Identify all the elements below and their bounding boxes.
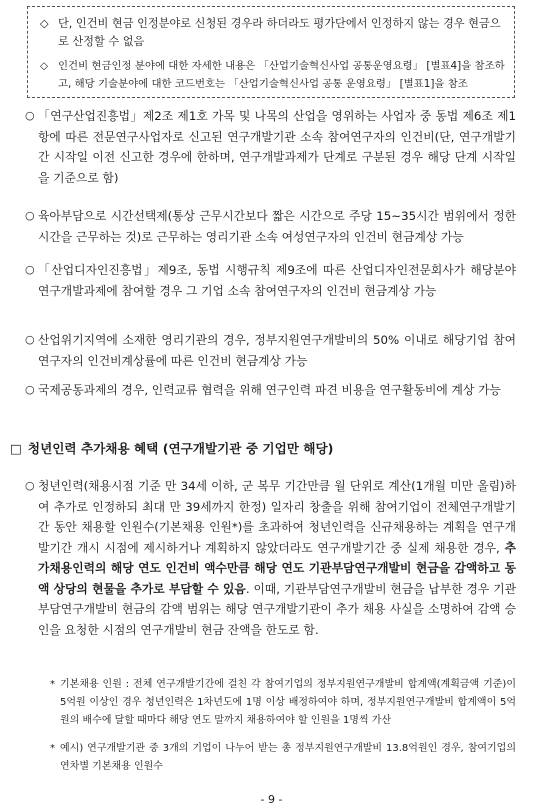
list-item — [25, 330, 516, 371]
circle-bullet: ○ — [25, 209, 35, 222]
section-title: 청년인력 추가채용 혜택 (연구개발기관 중 기업만 해당) — [27, 441, 334, 456]
list-item — [25, 106, 516, 188]
list-item-text: 「산업디자인진흥법」제9조, 동법 시행규칙 제9조에 따른 산업디자인전문회사가 해당분야 연구개발과제에 참여할 경우 그 기업 소속 참여연구자의 인건비 현금계상 가능 — [38, 263, 516, 298]
footnote-text: 기본채용 인원 : 전체 연구개발기간에 걸친 각 참여기업의 정부지원연구개발비 합계액(계획금액 기준)이 5억원 이상인 경우 청년인력은 1차년도에 1명 이상 배정하여야 하며, 정부지원연구개발비 합계액이 5억원의 배수에 달할 때마다 해당 연도 말까지 채용하여야 할 인원을 1명씩 가산 — [60, 679, 516, 726]
asterisk-marker: * — [50, 679, 55, 690]
footnote-text: 예시) 연구개발기관 중 3개의 기업이 나누어 받는 총 정부지원연구개발비 13.8억원인 경우, 참여기업의 연차별 기본채용 인원수 — [60, 743, 516, 772]
circle-bullet: ○ — [25, 109, 35, 122]
list-item-text: 「연구산업진흥법」제2조 제1호 가목 및 나목의 산업을 영위하는 사업자 중 동법 제6조 제1항에 따른 전문연구사업자로 신고된 연구개발기관 소속 참여연구자의 인건비(단, 연구개발기간 시작일 이전 신고한 경우에 한하며, 연구개발과제가 단계로 구분된 경우 해당 단계 시작일을 기준으로 함) — [38, 109, 516, 185]
section-heading — [10, 438, 333, 457]
list-item — [25, 260, 516, 301]
diamond-bullet: ◇ — [40, 17, 49, 30]
note-text: 인건비 현금인정 분야에 대한 자세한 내용은 「산업기술혁신사업 공통운영요령」 [별표4]을 참조하고, 해당 기술분야에 대한 코드번호는 「산업기술혁신사업 공통 운영요령」 [별표1]을 참조 — [58, 60, 505, 90]
footnote — [50, 740, 516, 776]
circle-bullet: ○ — [25, 333, 35, 346]
note-text: 단, 인건비 현금 인정분야로 신청된 경우라 하더라도 평가단에서 인정하지 않는 경우 현금으로 산정할 수 없음 — [58, 17, 501, 48]
youth-paragraph — [25, 476, 516, 640]
list-item-text: 육아부담으로 시간선택제(통상 근무시간보다 짧은 시간으로 주당 15~35시간 범위에서 정한 시간을 근무하는 것)로 근무하는 영리기관 소속 여성연구자의 인건비 현금계상 가능 — [38, 209, 516, 244]
footnote — [50, 676, 516, 730]
circle-bullet: ○ — [25, 479, 35, 492]
list-item — [25, 206, 516, 247]
page-number: - 9 - — [260, 793, 283, 806]
square-bullet: □ — [10, 441, 22, 456]
note-item — [40, 15, 506, 51]
circle-bullet: ○ — [25, 383, 35, 396]
list-item-text: 국제공동과제의 경우, 인력교류 협력을 위해 연구인력 파견 비용을 연구활동비에 계상 가능 — [38, 383, 501, 397]
youth-text-part2: . 이때, 기관부담연구개발비 현금을 납부한 경우 기관부담연구개발비 현금의 감액 범위는 해당 연구개발기관이 추가 채용 사실을 소명하여 감액 승인을 요청한 시점의 연구개발비 현금 잔액을 한도로 함. — [38, 581, 516, 637]
note-box — [27, 6, 515, 98]
youth-text-bold: 추가채용인력의 해당 연도 인건비 액수만큼 해당 연도 기관부담연구개발비 현금을 감액하고 동액 상당의 현물을 추가로 부담할 수 있음 — [38, 540, 516, 596]
youth-text-part1: 청년인력(채용시점 기준 만 34세 이하, 군 복무 기간만큼 월 단위로 계산(1개월 미만 올림)하여 추가로 인정하되 최대 만 39세까지 한정) 일자리 창출을 위해 참여기업이 전체연구개발기간 동안 채용할 인원수(기본채용 인원*)를 초과하여 청년인력을 신규채용하는 계획을 연구개발기간 개시 시점에 제시하거나 계획하지 않았더라도 연구개발기간 중 실제 채용한 경우, — [38, 479, 516, 555]
list-item — [25, 380, 516, 401]
circle-bullet: ○ — [25, 263, 35, 276]
list-item-text: 산업위기지역에 소재한 영리기관의 경우, 정부지원연구개발비의 50% 이내로 해당기업 참여연구자의 인건비계상률에 따른 인건비 현금계상 가능 — [38, 333, 516, 368]
asterisk-marker: * — [50, 743, 55, 754]
diamond-bullet: ◇ — [40, 60, 48, 72]
note-item — [40, 57, 506, 93]
